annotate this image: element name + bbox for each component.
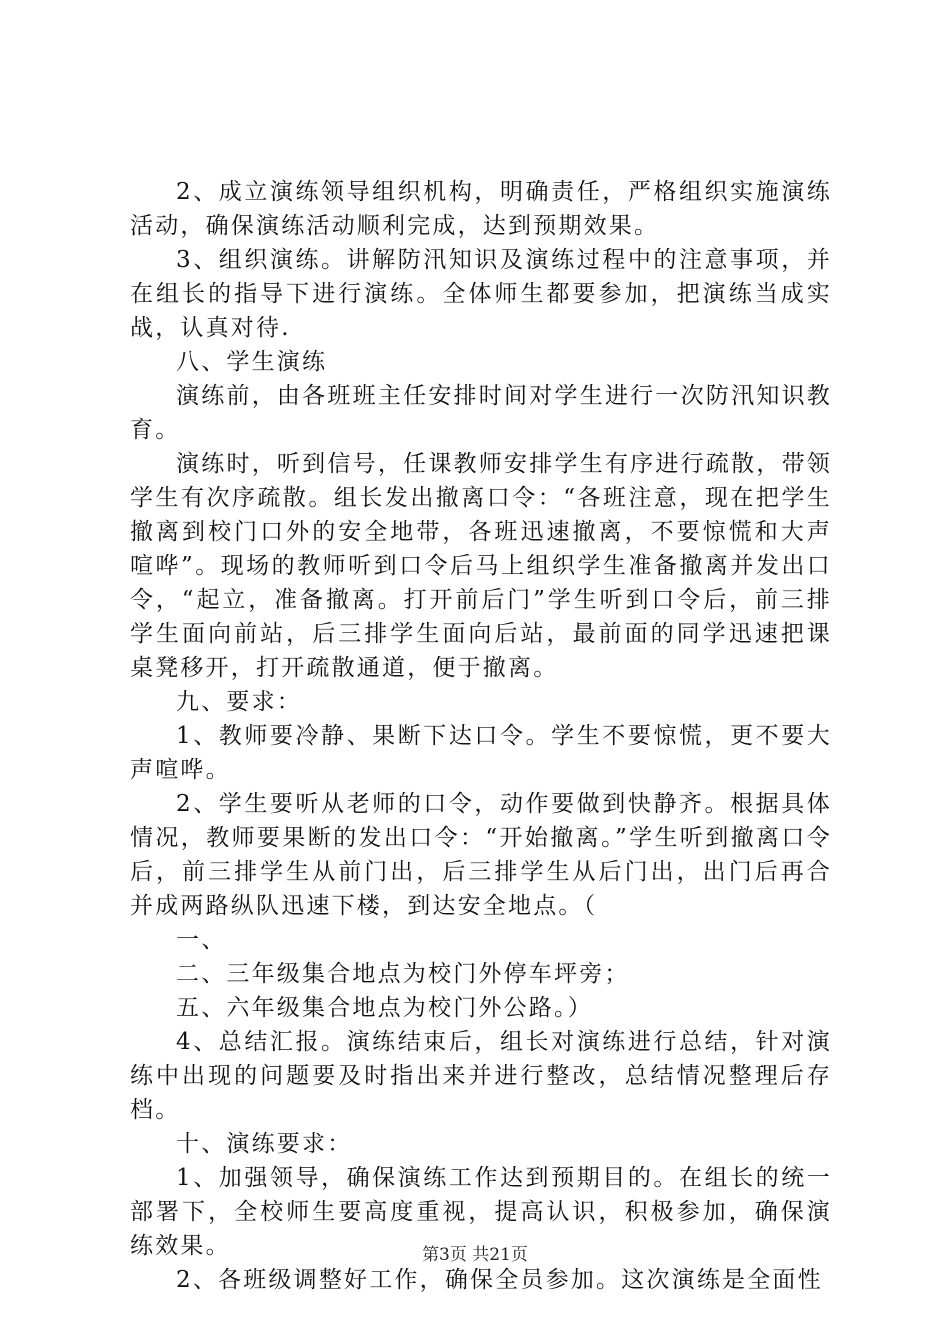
paragraph: 2、学生要听从老师的口令，动作要做到快静齐。根据具体情况，教师要果断的发出口令：“开始撤离。”学生听到撤离口令后，前三排学生从前门出，后三排学生从后门出，出门后再合并成两路纵队迅速下楼，到达安全地点。（ [130,791,832,919]
paragraph: 4、总结汇报。演练结束后，组长对演练进行总结，针对演练中出现的问题要及时指出来并进行整改，总结情况整理后存档。 [130,1029,832,1123]
section-heading: 十、演练要求： [176,1131,353,1157]
paragraph: 演练前，由各班班主任安排时间对学生进行一次防汛知识教育。 [130,383,832,443]
paragraph: 1、加强领导，确保演练工作达到预期目的。在组长的统一部署下，全校师生要高度重视，提高认识，积极参加，确保演练效果。 [130,1165,832,1259]
paragraph: 1、教师要冷静、果断下达口令。学生不要惊慌，更不要大声喧哗。 [130,723,832,783]
paragraph: 2、成立演练领导组织机构，明确责任，严格组织实施演练活动，确保演练活动顺利完成，达到预期效果。 [130,179,832,239]
paragraph: 2、各班级调整好工作，确保全员参加。这次演练是全面性 [176,1267,823,1293]
paragraph: 二、三年级集合地点为校门外停车坪旁； [176,961,630,987]
section-heading: 八、学生演练 [176,349,328,375]
section-heading: 九、要求： [176,689,302,715]
paragraph: 3、组织演练。讲解防汛知识及演练过程中的注意事项，并在组长的指导下进行演练。全体师生都要参加，把演练当成实战，认真对待. [130,247,832,341]
page-number-footer: 第3页 共21页 [422,1245,528,1265]
paragraph: 演练时，听到信号，任课教师安排学生有序进行疏散，带领学生有次序疏散。组长发出撤离口令：“各班注意，现在把学生撤离到校门口外的安全地带，各班迅速撤离，不要惊慌和大声喧哗”。现场的教师听到口令后马上组织学生准备撤离并发出口令，“起立，准备撤离。打开前后门”学生听到口令后，前三排学生面向前站，后三排学生面向后站，最前面的同学迅速把课桌凳移开，打开疏散通道，便于撤离。 [130,451,832,681]
document-body [130,175,832,1297]
paragraph: 五、六年级集合地点为校门外公路。） [176,995,593,1021]
paragraph: 一、 [176,927,227,953]
